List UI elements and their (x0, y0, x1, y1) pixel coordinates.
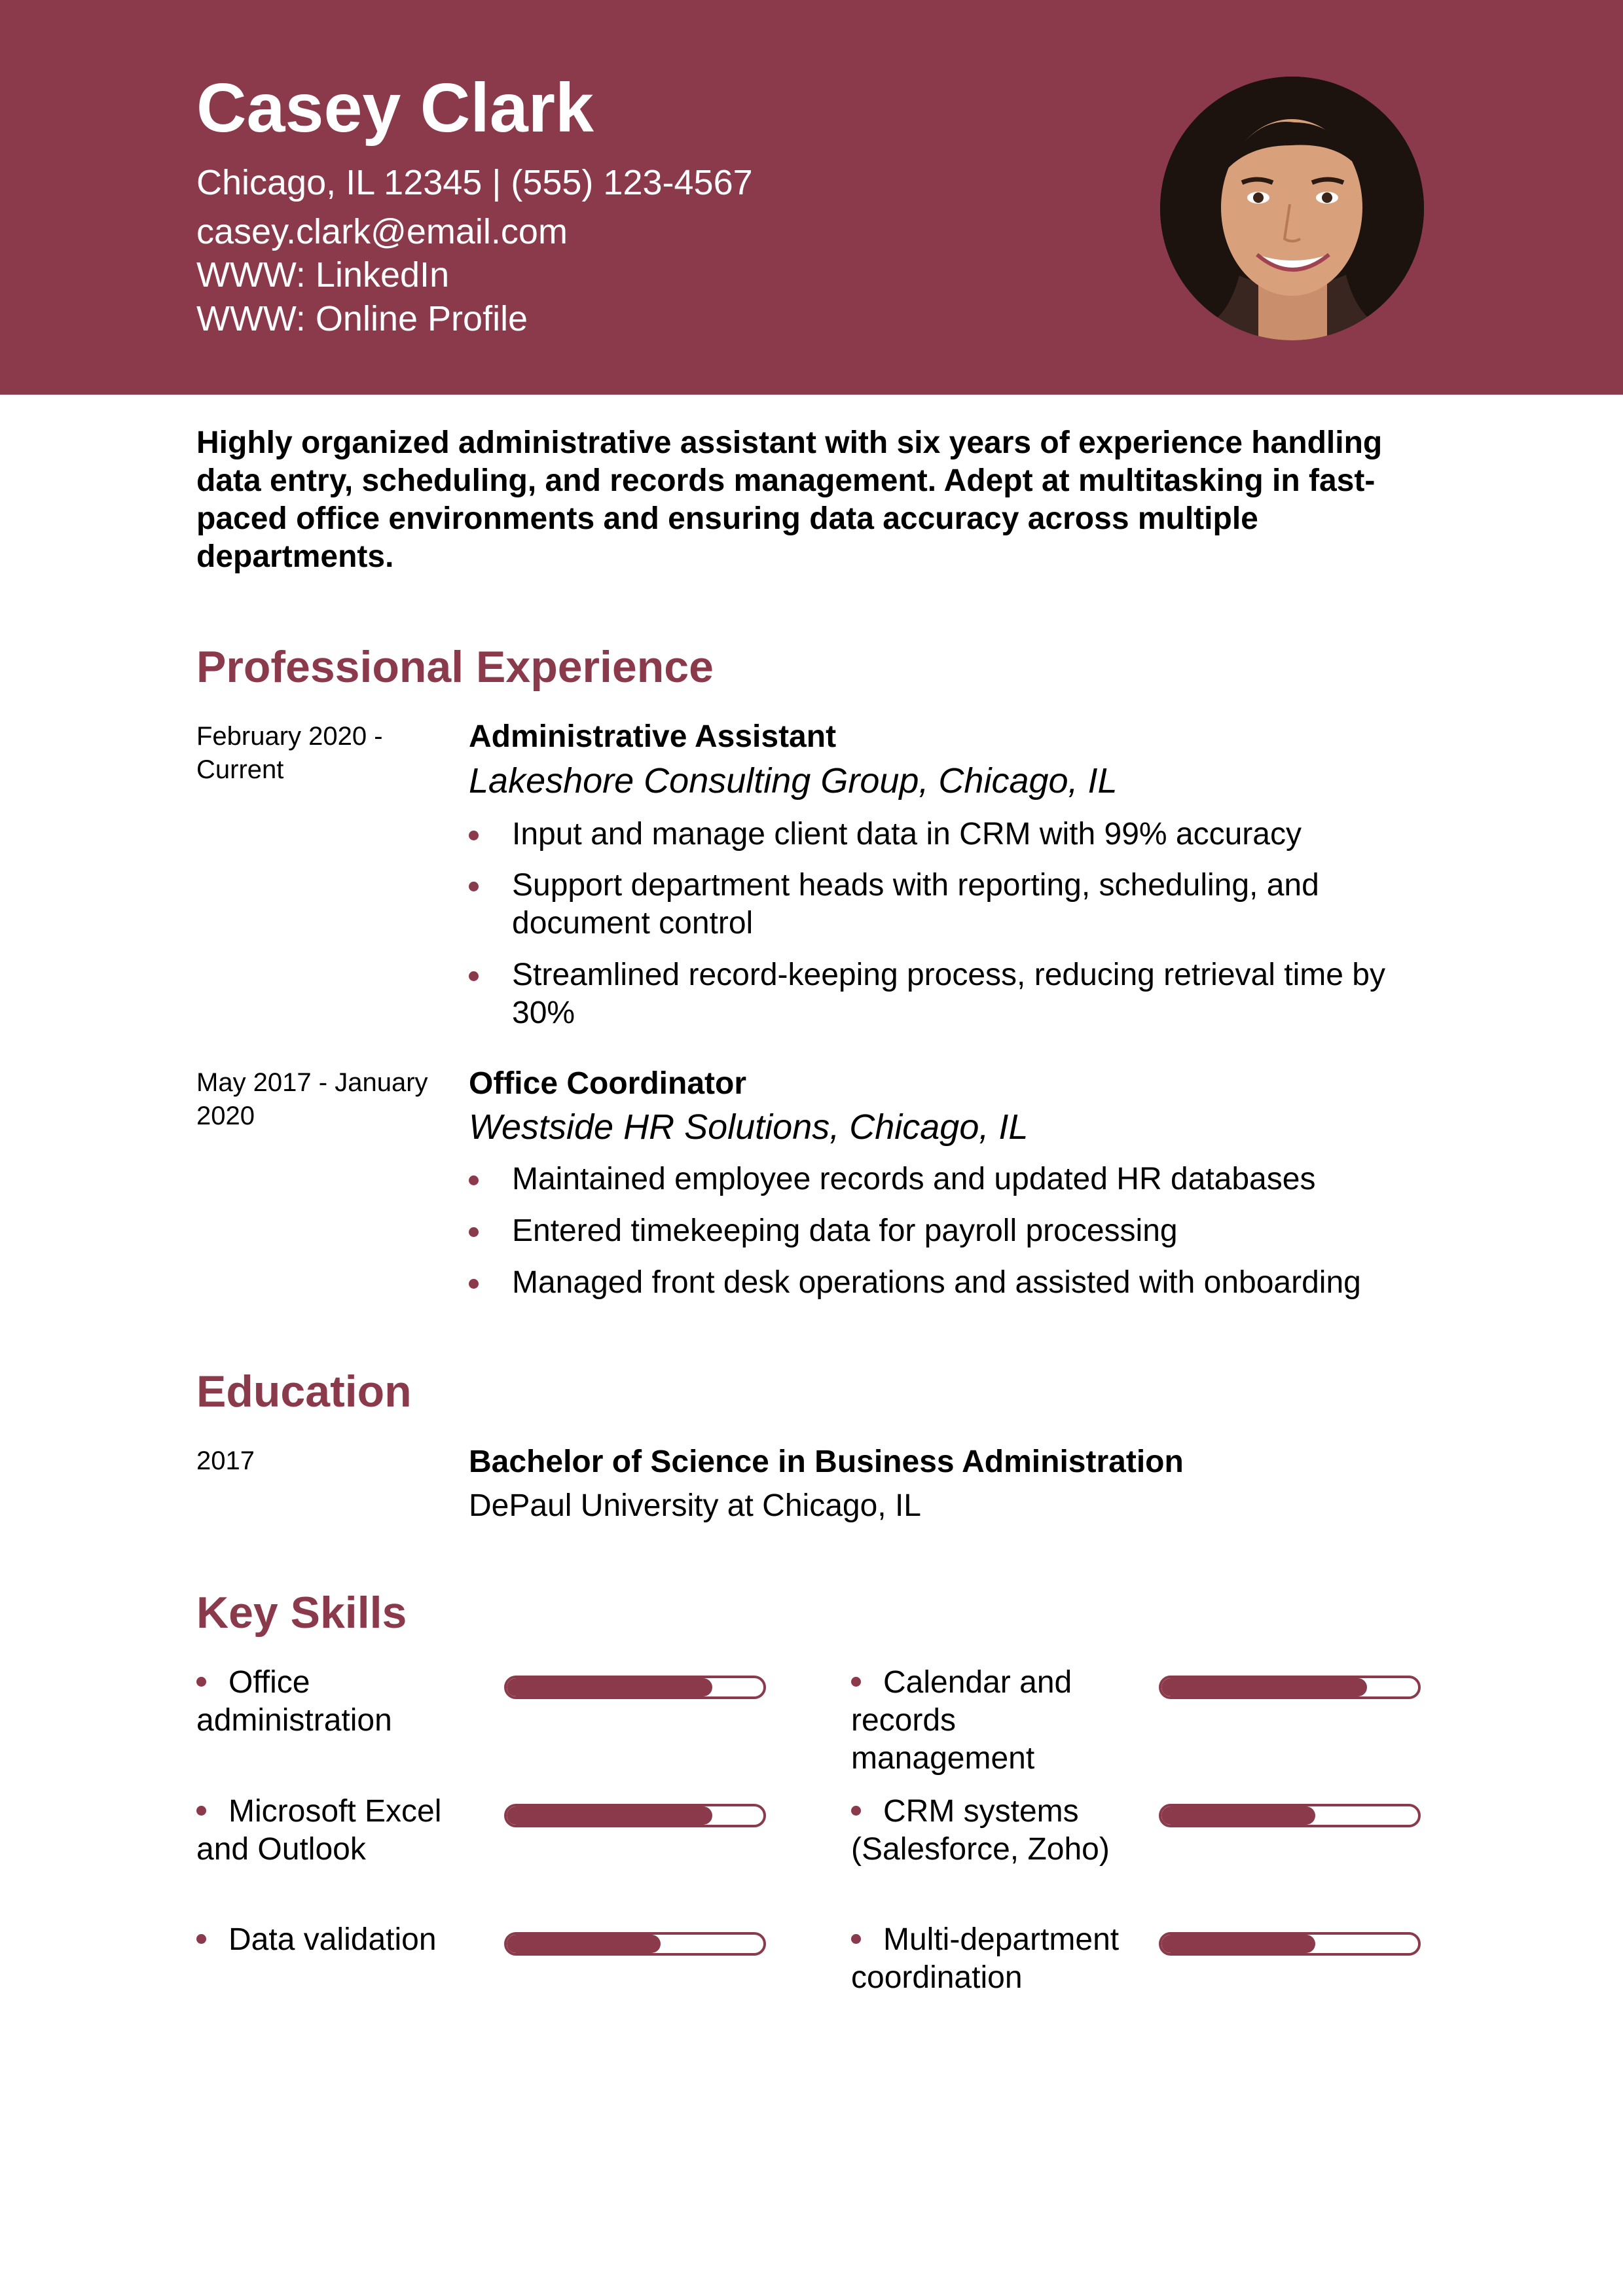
professional-summary: Highly organized administrative assistant with six years of experience handling data entry, scheduling, and records management. Adept at multitasking in fast-paced office environments and ensuring data accuracy across multiple departments. (196, 425, 1383, 574)
skill-level-fill (1161, 1935, 1315, 1953)
bullet-icon (469, 1175, 479, 1185)
skill-label: Multi-department coordination (851, 1922, 1120, 1995)
skill-level-fill (1161, 1806, 1315, 1825)
skill-item (196, 1921, 471, 1959)
header-banner (0, 0, 1623, 395)
candidate-name: Casey Clark (196, 69, 594, 147)
skill-level-bar (504, 1932, 766, 1956)
skill-item (851, 1793, 1126, 1869)
job-dates: February 2020 - Current (196, 722, 383, 784)
list-item (469, 1160, 1431, 1198)
bullet-icon (469, 971, 479, 981)
skill-label: Office administration (196, 1665, 392, 1738)
degree-title: Bachelor of Science in Business Administration (469, 1444, 1184, 1479)
skill-level-bar (1159, 1932, 1421, 1956)
skill-level-fill (507, 1935, 661, 1953)
skill-level-bar (1159, 1676, 1421, 1699)
list-item (469, 956, 1431, 1032)
job-company: Lakeshore Consulting Group, Chicago, IL (469, 761, 1118, 800)
experience-heading: Professional Experience (196, 642, 714, 692)
bullet-text: Entered timekeeping data for payroll processing (512, 1213, 1178, 1248)
bullet-text: Input and manage client data in CRM with 99% accuracy (512, 817, 1302, 852)
job-company: Westside HR Solutions, Chicago, IL (469, 1107, 1029, 1147)
skill-level-bar (504, 1676, 766, 1699)
bullet-icon (196, 1934, 206, 1944)
bullet-text: Managed front desk operations and assisted with onboarding (512, 1265, 1361, 1300)
school-name: DePaul University at Chicago, IL (469, 1488, 921, 1523)
education-heading: Education (196, 1367, 412, 1416)
job-title: Office Coordinator (469, 1066, 747, 1101)
skill-level-bar (1159, 1804, 1421, 1827)
skill-level-fill (507, 1678, 712, 1696)
skills-heading: Key Skills (196, 1588, 407, 1638)
skill-level-bar (504, 1804, 766, 1827)
bullet-icon (469, 831, 479, 840)
email-address[interactable]: casey.clark@email.com (196, 212, 568, 251)
bullet-icon (196, 1806, 206, 1816)
bullet-icon (851, 1677, 861, 1687)
skill-level-fill (507, 1806, 712, 1825)
bullet-text: Streamlined record-keeping process, reducing retrieval time by 30% (512, 958, 1385, 1030)
list-item (469, 1264, 1431, 1302)
location-phone: Chicago, IL 12345 | (555) 123-4567 (196, 163, 753, 202)
skill-item (196, 1664, 471, 1740)
skill-item (196, 1793, 471, 1869)
skill-label: Microsoft Excel and Outlook (196, 1794, 442, 1867)
linkedin-link[interactable]: WWW: LinkedIn (196, 255, 450, 295)
skill-item (851, 1664, 1126, 1778)
job-dates: May 2017 - January 2020 (196, 1068, 428, 1130)
list-item (469, 816, 1431, 853)
skill-label: CRM systems (Salesforce, Zoho) (851, 1794, 1110, 1867)
skill-label: Calendar and records management (851, 1665, 1072, 1776)
list-item (469, 867, 1431, 942)
skill-level-fill (1161, 1678, 1367, 1696)
bullet-text: Maintained employee records and updated HR databases (512, 1162, 1316, 1196)
bullet-icon (469, 1279, 479, 1289)
list-item (469, 1212, 1431, 1250)
online-profile-link[interactable]: WWW: Online Profile (196, 299, 528, 338)
bullet-icon (851, 1806, 861, 1816)
job-title: Administrative Assistant (469, 719, 837, 754)
skill-item (851, 1921, 1126, 1997)
bullet-icon (469, 1227, 479, 1237)
education-year: 2017 (196, 1446, 255, 1475)
bullet-icon (851, 1934, 861, 1944)
skill-label: Data validation (228, 1922, 437, 1957)
profile-photo (1160, 77, 1424, 340)
bullet-icon (469, 882, 479, 891)
bullet-text: Support department heads with reporting, scheduling, and document control (512, 868, 1319, 941)
bullet-icon (196, 1677, 206, 1687)
